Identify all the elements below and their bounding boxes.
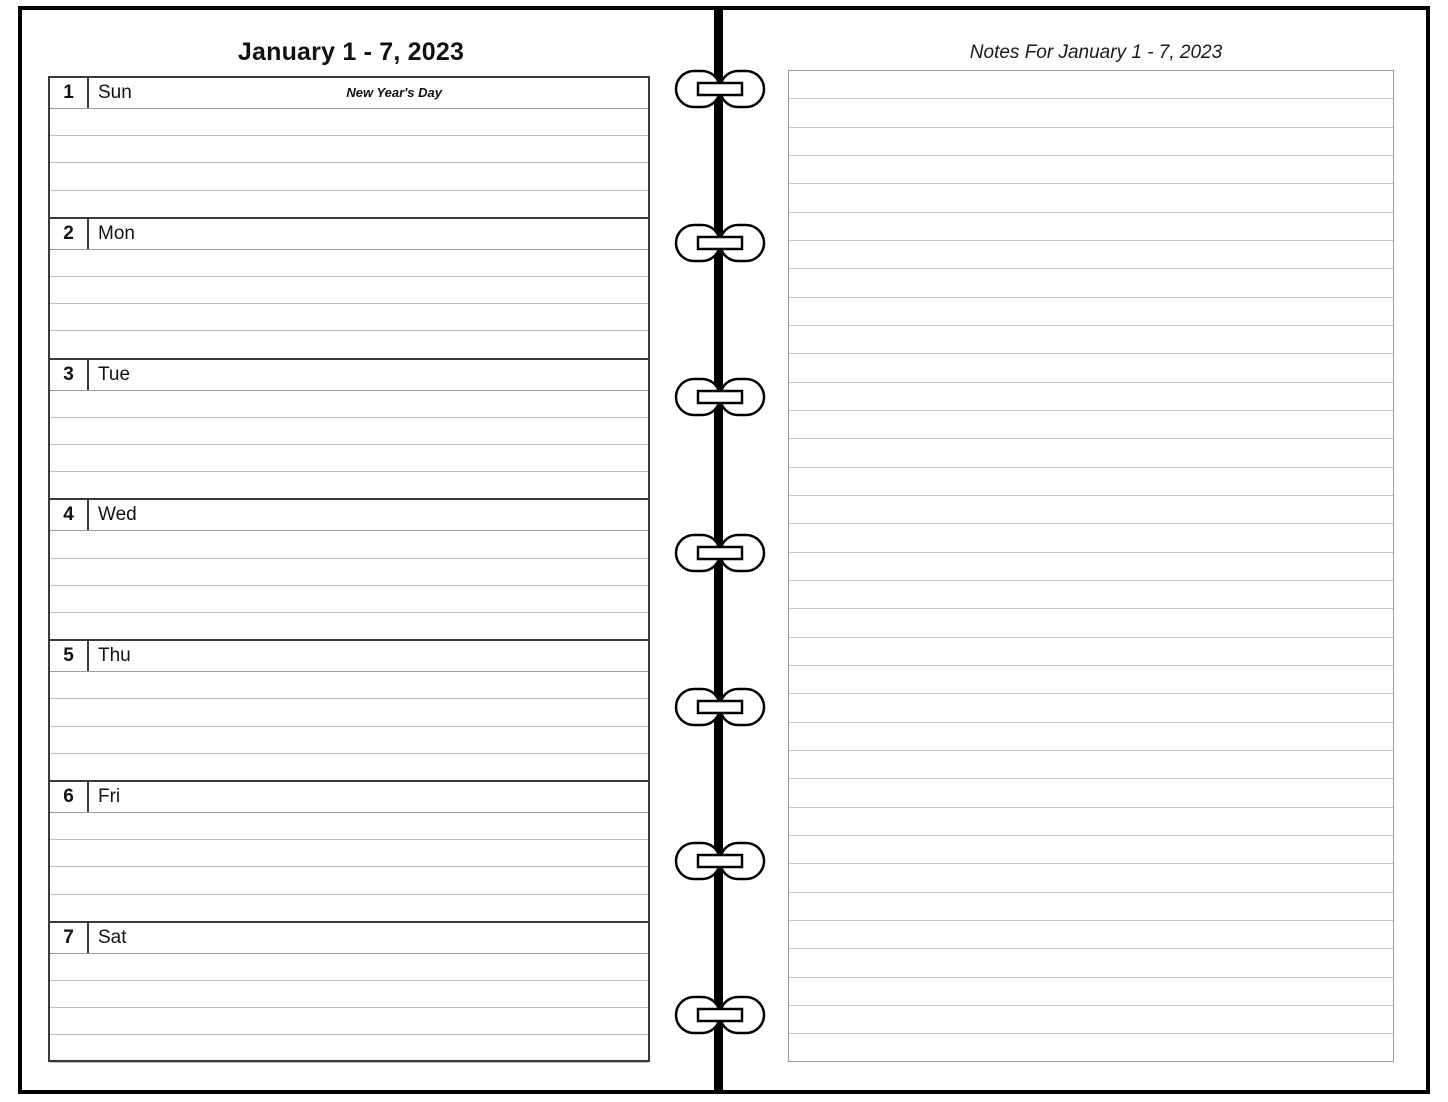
rule-line (50, 331, 648, 358)
notes-rule-line (789, 354, 1393, 382)
rule-line (50, 304, 648, 331)
day-writing-area[interactable] (50, 672, 648, 780)
day-name: Mon (98, 222, 135, 244)
day-header (50, 923, 648, 954)
notes-rule-line (789, 496, 1393, 524)
notes-rule-line (789, 71, 1393, 99)
notes-rule-line (789, 723, 1393, 751)
rule-line (50, 840, 648, 867)
notes-rule-line (789, 411, 1393, 439)
binder-ring-icon (672, 376, 768, 418)
rule-line (50, 672, 648, 699)
day-writing-area[interactable] (50, 250, 648, 358)
notes-rule-line (789, 808, 1393, 836)
day-name: Tue (98, 363, 131, 385)
rule-line (50, 191, 648, 218)
rule-line (50, 1008, 648, 1035)
notes-rule-line (789, 1006, 1393, 1034)
rule-line (50, 613, 648, 640)
day-header (50, 641, 648, 672)
rule-line (50, 981, 648, 1008)
notes-rule-line (789, 638, 1393, 666)
notes-rule-line (789, 99, 1393, 127)
day-number: 2 (50, 219, 89, 249)
day-header (50, 782, 648, 813)
day-name: Sat (98, 926, 127, 948)
day-number: 7 (50, 923, 89, 953)
binder-rings (672, 6, 768, 1094)
notes-rule-line (789, 836, 1393, 864)
notes-rule-line (789, 1034, 1393, 1062)
day-writing-area[interactable] (50, 109, 648, 217)
rule-line (50, 136, 648, 163)
rule-line (50, 531, 648, 558)
day-name: Thu (98, 645, 131, 667)
notes-rule-line (789, 609, 1393, 637)
day-row[interactable] (50, 641, 648, 782)
day-row[interactable] (50, 78, 648, 219)
notes-rule-line (789, 241, 1393, 269)
day-holiday-label: New Year's Day (346, 85, 442, 100)
rule-line (50, 391, 648, 418)
notes-rule-line (789, 864, 1393, 892)
day-number: 5 (50, 641, 89, 671)
day-header (50, 219, 648, 250)
notes-rule-line (789, 893, 1393, 921)
rule-line (50, 277, 648, 304)
day-row[interactable] (50, 782, 648, 923)
day-writing-area[interactable] (50, 531, 648, 639)
day-name: Wed (98, 504, 137, 526)
day-number: 1 (50, 78, 89, 108)
notes-rule-line (789, 694, 1393, 722)
binder-ring-icon (672, 840, 768, 882)
notes-rule-line (789, 439, 1393, 467)
rule-line (50, 1035, 648, 1062)
notes-rule-line (789, 383, 1393, 411)
rule-line (50, 109, 648, 136)
day-header (50, 500, 648, 531)
day-writing-area[interactable] (50, 391, 648, 499)
day-number: 6 (50, 782, 89, 812)
binder-ring-icon (672, 994, 768, 1036)
notes-rule-line (789, 666, 1393, 694)
rule-line (50, 445, 648, 472)
day-row[interactable] (50, 500, 648, 641)
rule-line (50, 559, 648, 586)
binder-ring-icon (672, 68, 768, 110)
rule-line (50, 250, 648, 277)
day-header (50, 78, 648, 109)
notes-rule-line (789, 553, 1393, 581)
notes-rule-line (789, 298, 1393, 326)
day-header (50, 360, 648, 391)
right-page (776, 14, 1416, 1084)
binder-ring-icon (672, 222, 768, 264)
notes-rule-line (789, 184, 1393, 212)
days-list (48, 76, 650, 1062)
rule-line (50, 867, 648, 894)
notes-rule-line (789, 949, 1393, 977)
notes-area[interactable] (788, 70, 1394, 1062)
day-row[interactable] (50, 219, 648, 360)
notes-rule-line (789, 156, 1393, 184)
rule-line (50, 586, 648, 613)
notes-rule-line (789, 128, 1393, 156)
binder-ring-icon (672, 532, 768, 574)
notes-rule-line (789, 581, 1393, 609)
day-number: 3 (50, 360, 89, 390)
notes-rule-line (789, 978, 1393, 1006)
rule-line (50, 954, 648, 981)
rule-line (50, 895, 648, 922)
day-writing-area[interactable] (50, 954, 648, 1064)
day-row[interactable] (50, 923, 648, 1064)
rule-line (50, 754, 648, 781)
notes-rule-line (789, 468, 1393, 496)
notes-rule-line (789, 269, 1393, 297)
page-title: January 1 - 7, 2023 (237, 38, 465, 66)
notes-rule-line (789, 751, 1393, 779)
rule-line (50, 727, 648, 754)
rule-line (50, 472, 648, 499)
notes-title: Notes For January 1 - 7, 2023 (969, 42, 1223, 63)
notes-rule-line (789, 921, 1393, 949)
notes-rule-line (789, 213, 1393, 241)
rule-line (50, 163, 648, 190)
day-name: Sun (98, 82, 132, 103)
rule-line (50, 813, 648, 840)
binder-ring-icon (672, 686, 768, 728)
left-page (26, 14, 666, 1084)
day-writing-area[interactable] (50, 813, 648, 921)
rule-line (50, 418, 648, 445)
notes-rule-line (789, 326, 1393, 354)
day-name: Fri (98, 785, 121, 807)
notes-rule-line (789, 524, 1393, 552)
rule-line (50, 699, 648, 726)
day-number: 4 (50, 500, 89, 530)
day-row[interactable] (50, 360, 648, 501)
notes-rule-line (789, 779, 1393, 807)
